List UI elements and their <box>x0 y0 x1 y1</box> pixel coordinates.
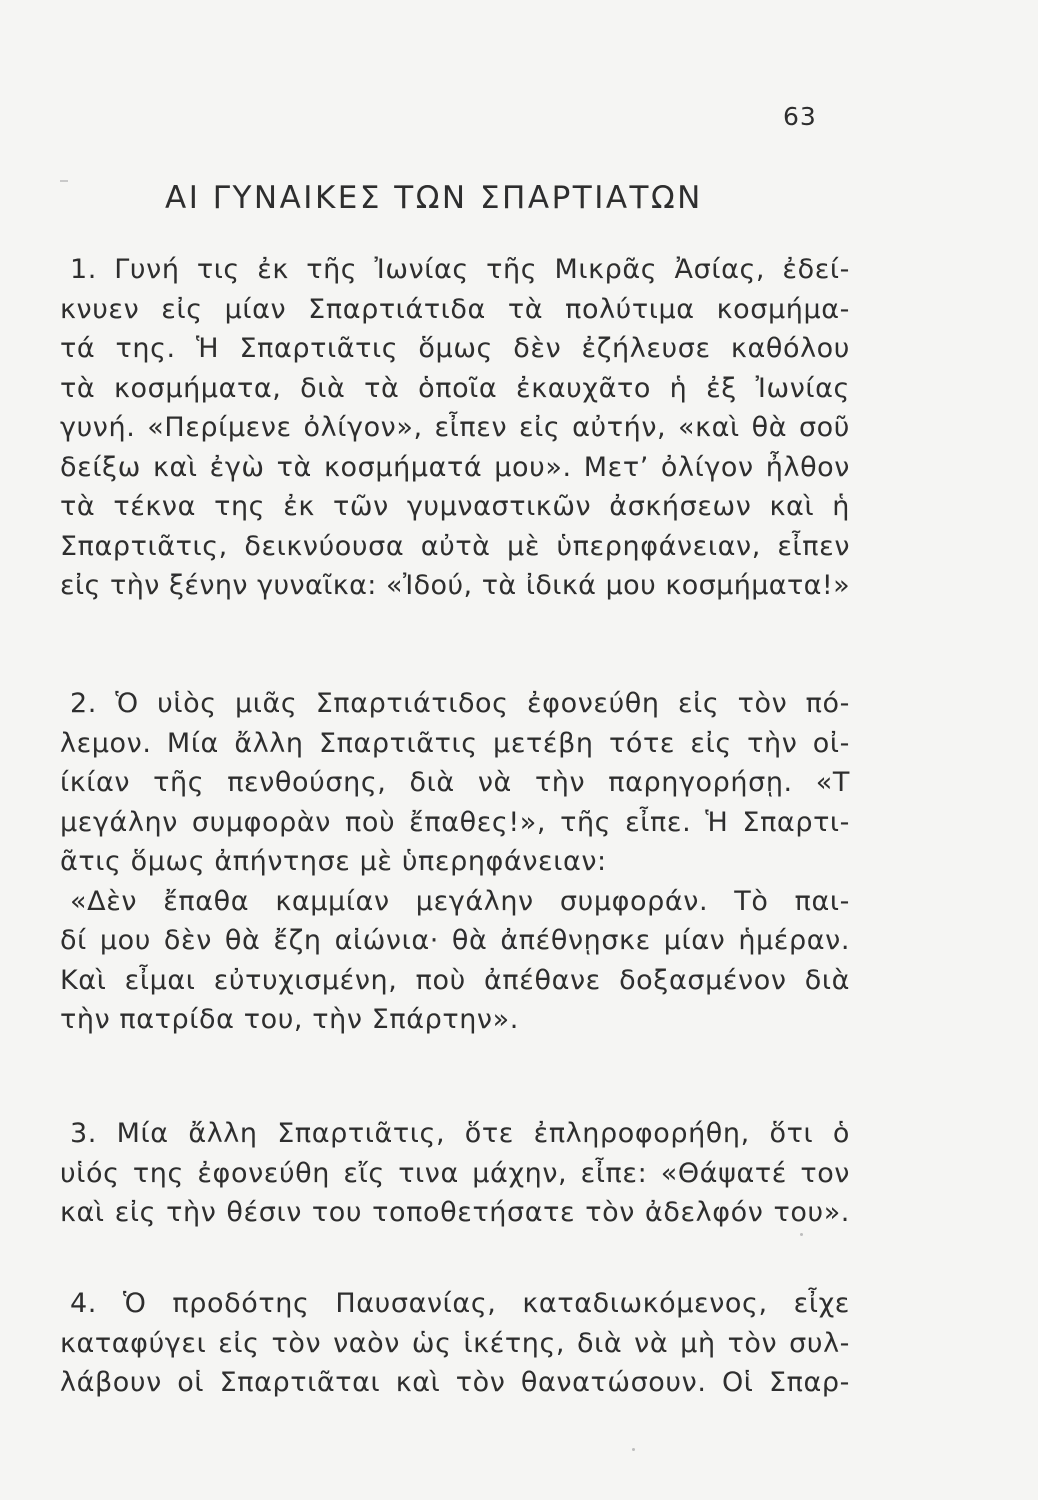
text-line: δείξω καὶ ἐγὼ τὰ κοσμήματά μου». Μετ’ ὀλίγον ἦλθον <box>60 451 850 483</box>
text-line: γυνή. «Περίμενε ὀλίγον», εἶπεν εἰς αὐτήν, «καὶ θὰ σοῦ <box>60 412 850 443</box>
text-line: κνυεν εἰς μίαν Σπαρτιάτιδα τὰ πολύτιμα κοσμήμα- <box>60 293 850 325</box>
text-line: καὶ εἰς τὴν θέσιν του τοποθετήσατε τὸν ἀδελφόν του». <box>60 1197 850 1228</box>
text-line: «Δὲν ἔπαθα καμμίαν μεγάλην συμφοράν. Τὸ παι- <box>70 885 850 917</box>
text-line: 1. Γυνή τις ἐκ τῆς Ἰωνίας τῆς Μικρᾶς Ἀσίας, ἐδεί- <box>70 254 850 285</box>
paper-speck <box>800 1233 803 1236</box>
text-line: Σπαρτιᾶτις, δεικνύουσα αὐτὰ μὲ ὑπερηφάνειαν, εἶπεν <box>60 530 850 562</box>
paragraph-2 <box>60 684 850 1040</box>
text-line: καταφύγει εἰς τὸν ναὸν ὡς ἱκέτης, διὰ νὰ μὴ τὸν συλ- <box>60 1327 850 1359</box>
page-number: 63 <box>783 102 817 131</box>
text-line: εἰς τὴν ξένην γυναῖκα: «Ἰδού, τὰ ἰδικά μου κοσμήματα!» <box>60 570 850 601</box>
text-line: μεγάλην συμφορὰν ποὺ ἔπαθες!», τῆς εἶπε. Ἡ Σπαρτι- <box>60 806 850 838</box>
paragraph-4 <box>60 1284 850 1403</box>
text-line: υἱός της ἐφονεύθη εἴς τινα μάχην, εἶπε: «Θάψατέ τον <box>60 1157 850 1189</box>
text-line: ᾶτις ὅμως ἀπήντησε μὲ ὑπερηφάνειαν: <box>60 846 607 877</box>
text-line: ίκίαν τῆς πενθούσης, διὰ νὰ τὴν παρηγορήσῃ. «Τ <box>60 767 850 798</box>
paragraph-3 <box>60 1114 850 1233</box>
margin-mark <box>60 180 68 182</box>
text-line: τά της. Ἡ Σπαρτιᾶτις ὅμως δὲν ἐζήλευσε καθόλου <box>60 333 850 364</box>
text-line: 2. Ὁ υἱὸς μιᾶς Σπαρτιάτιδος ἐφονεύθη εἰς τὸν πό- <box>70 688 850 719</box>
text-line: λάβουν οἱ Σπαρτιᾶται καὶ τὸν θανατώσουν. Οἱ Σπαρ- <box>60 1367 850 1398</box>
paragraph-1 <box>60 250 850 606</box>
paper-speck <box>632 1448 635 1451</box>
text-line: Καὶ εἶμαι εὐτυχισμένη, ποὺ ἀπέθανε δοξασμένον διὰ <box>60 964 850 996</box>
text-line: τὰ κοσμήματα, διὰ τὰ ὁποῖα ἐκαυχᾶτο ἡ ἐξ Ἰωνίας <box>60 372 850 404</box>
text-line: 3. Μία ἄλλη Σπαρτιᾶτις, ὅτε ἐπληροφορήθη, ὅτι ὁ <box>70 1118 850 1149</box>
text-line: τὴν πατρίδα του, τὴν Σπάρτην». <box>60 1004 519 1035</box>
chapter-title: ΑΙ ΓΥΝΑΙΚΕΣ ΤΩΝ ΣΠΑΡΤΙΑΤΩΝ <box>165 180 703 216</box>
text-line: 4. Ὁ προδότης Παυσανίας, καταδιωκόμενος, εἶχε <box>70 1288 850 1319</box>
text-line: τὰ τέκνα της ἐκ τῶν γυμναστικῶν ἀσκήσεων καὶ ἡ <box>60 491 850 522</box>
text-line: λεμον. Μία ἄλλη Σπαρτιᾶτις μετέβη τότε εἰς τὴν οἰ- <box>60 727 850 759</box>
text-line: δί μου δὲν θὰ ἔζη αἰώνια· θὰ ἀπέθνῃσκε μίαν ἡμέραν. <box>60 925 850 956</box>
